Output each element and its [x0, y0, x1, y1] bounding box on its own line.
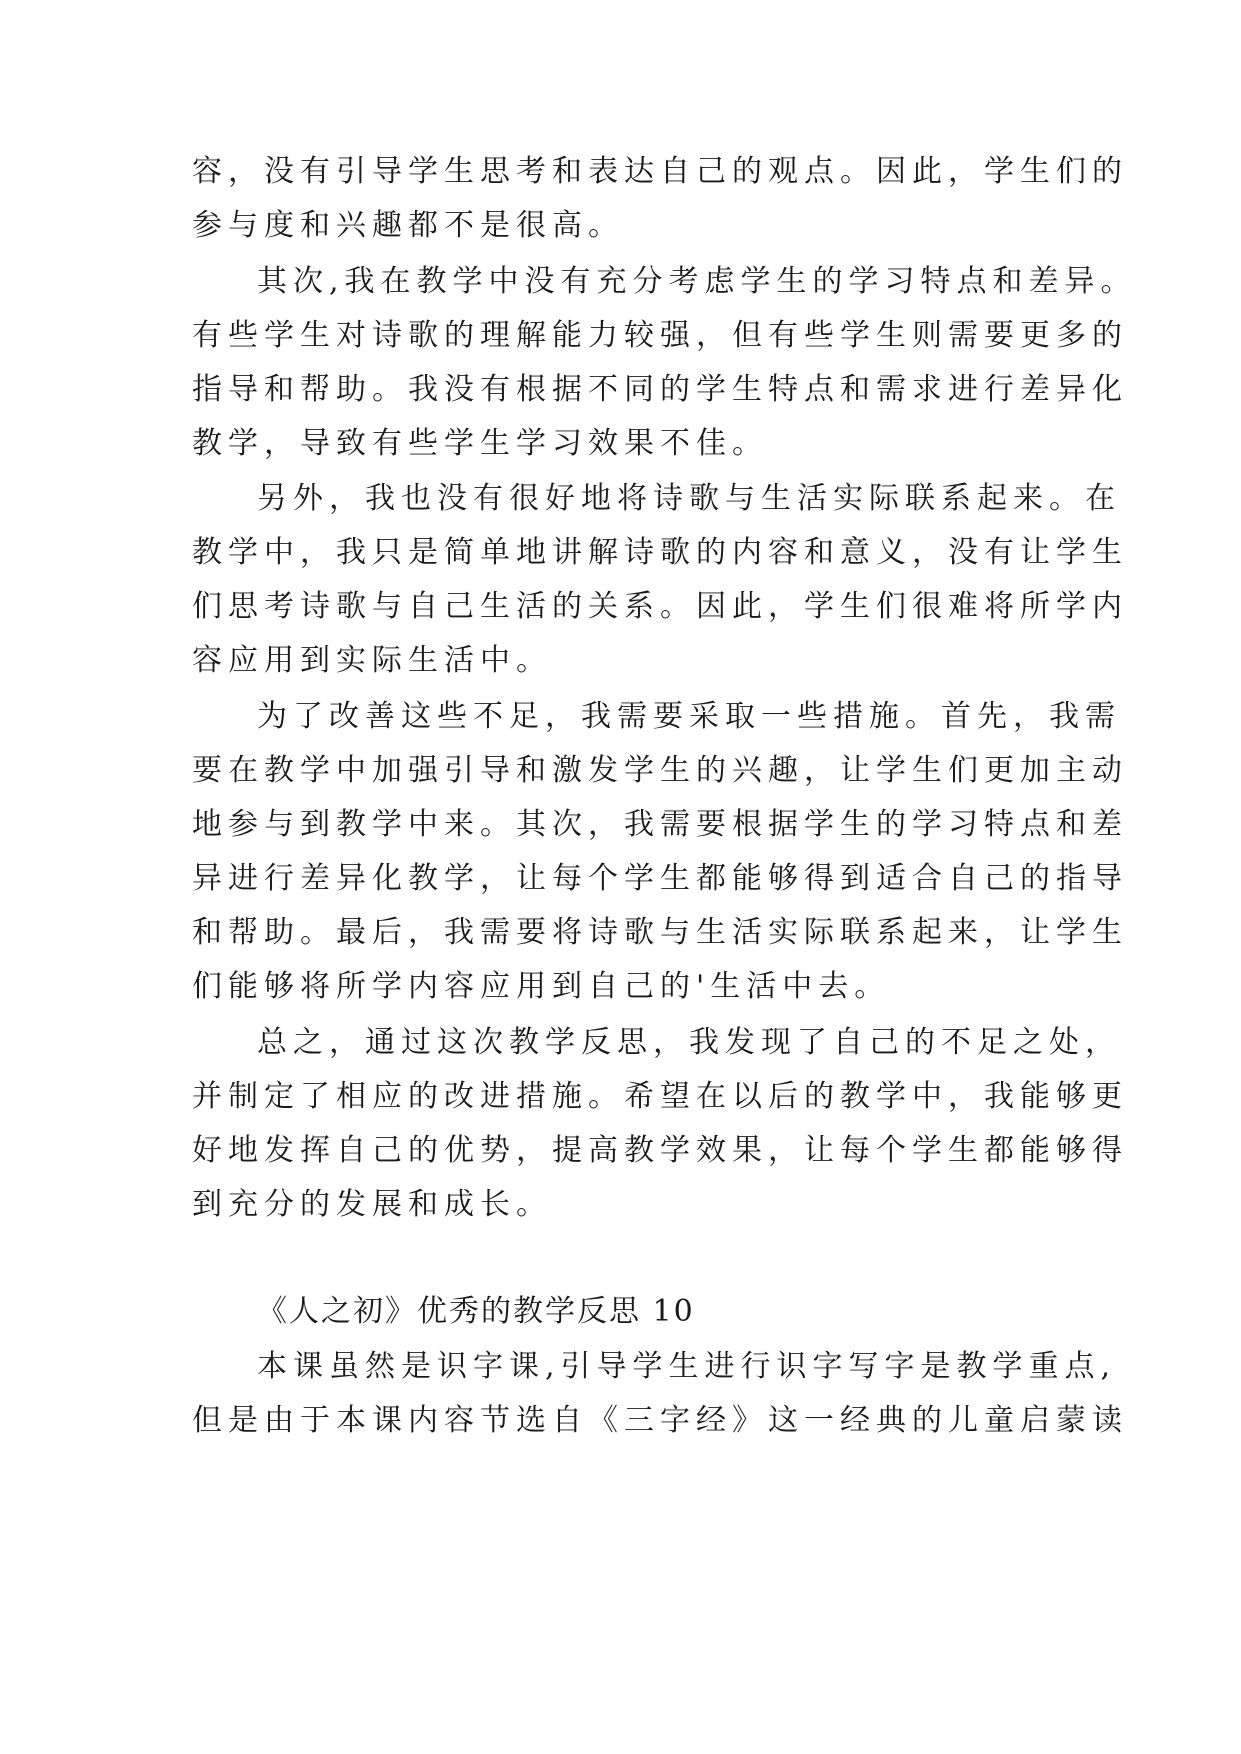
paragraph-first-line: 总之，通过这次教学反思，我发现了自己的不足之处， [257, 1025, 1121, 1060]
text-line: 异进行差异化教学，让每个学生都能够得到适合自己的指导 [192, 861, 1128, 896]
text-line: 教学中，我只是简单地讲解诗歌的内容和意义，没有让学生 [192, 535, 1128, 570]
text-line: 们能够将所学内容应用到自己的'生活中去。 [192, 969, 891, 1004]
text-line: 地参与到教学中来。其次，我需要根据学生的学习特点和差 [192, 807, 1128, 842]
text-line: 指导和帮助。我没有根据不同的学生特点和需求进行差异化 [192, 372, 1128, 407]
text-line: 要在教学中加强引导和激发学生的兴趣，让学生们更加主动 [192, 753, 1128, 788]
text-line: 但是由于本课内容节选自《三字经》这一经典的儿童启蒙读 [192, 1403, 1128, 1438]
section-heading: 《人之初》优秀的教学反思 10 [257, 1294, 695, 1329]
text-line: 有些学生对诗歌的理解能力较强，但有些学生则需要更多的 [192, 318, 1128, 353]
text-line: 容应用到实际生活中。 [192, 643, 552, 678]
text-line: 并制定了相应的改进措施。希望在以后的教学中，我能够更 [192, 1079, 1128, 1114]
paragraph-first-line: 为了改善这些不足，我需要采取一些措施。首先，我需 [257, 699, 1121, 734]
paragraph-first-line: 其次,我在教学中没有充分考虑学生的学习特点和差异。 [257, 264, 1137, 299]
text-line: 教学，导致有些学生学习效果不佳。 [192, 426, 768, 461]
text-line: 好地发挥自己的优势，提高教学效果，让每个学生都能够得 [192, 1133, 1128, 1168]
paragraph-first-line: 另外，我也没有很好地将诗歌与生活实际联系起来。在 [257, 481, 1121, 516]
text-line: 到充分的发展和成长。 [192, 1187, 552, 1222]
text-line: 们思考诗歌与自己生活的关系。因此，学生们很难将所学内 [192, 589, 1128, 624]
text-line: 参与度和兴趣都不是很高。 [192, 208, 624, 243]
text-line: 和帮助。最后，我需要将诗歌与生活实际联系起来，让学生 [192, 915, 1128, 950]
paragraph-first-line: 本课虽然是识字课,引导学生进行识字写字是教学重点, [257, 1349, 1117, 1384]
text-line: 容，没有引导学生思考和表达自己的观点。因此，学生们的 [192, 154, 1128, 189]
